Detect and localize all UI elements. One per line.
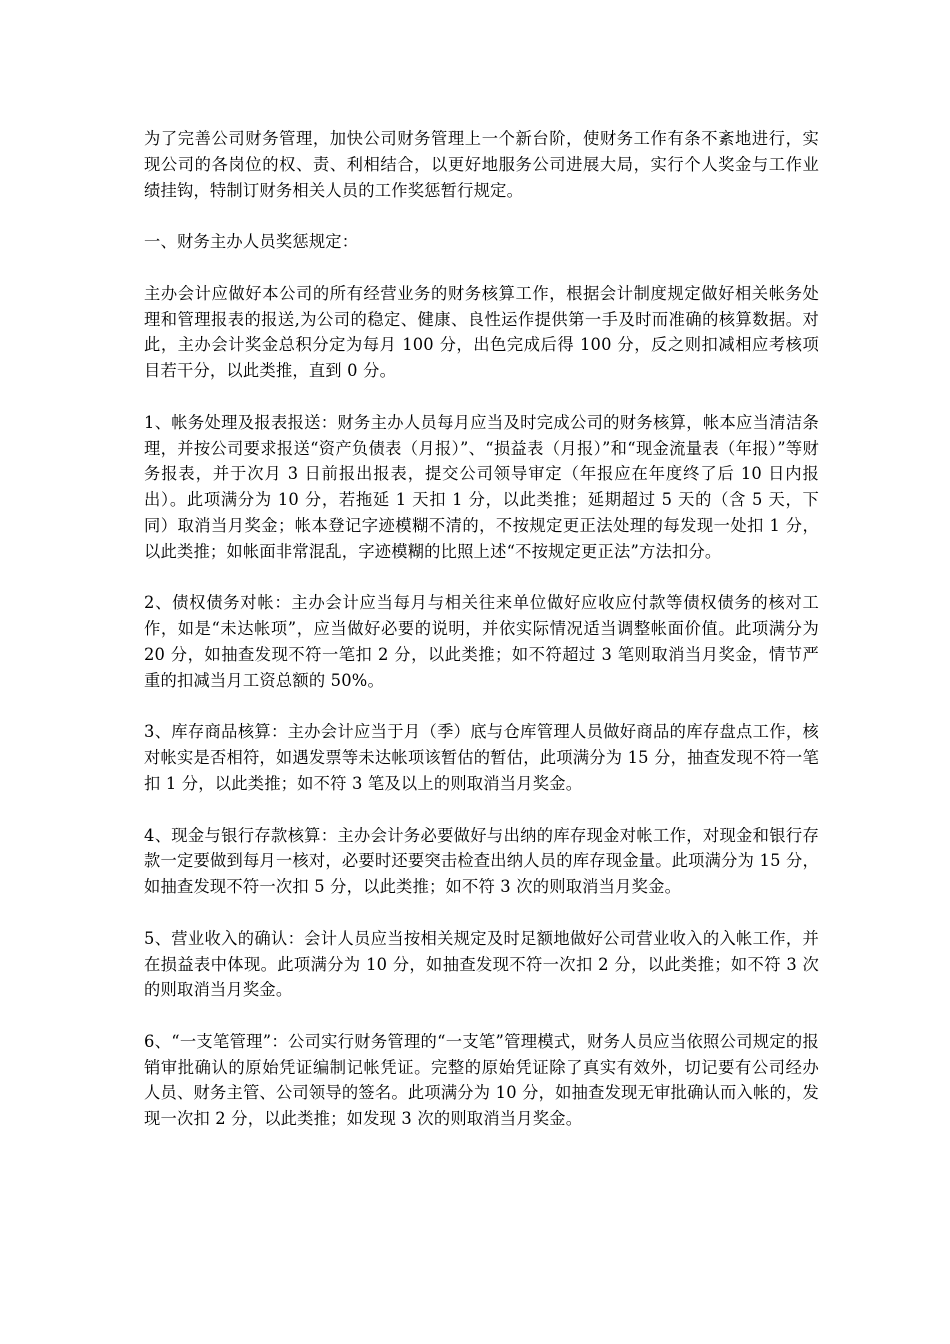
- intro-paragraph: 为了完善公司财务管理，加快公司财务管理上一个新台阶，使财务工作有条不紊地进行，实现公司的各岗位的权、责、利相结合，以更好地服务公司进展大局，实行个人奖金与工作业绩挂钩，特制订财务相关人员的工作奖惩暂行规定。: [144, 129, 819, 200]
- rule-item-1: 1、帐务处理及报表报送：财务主办人员每月应当及时完成公司的财务核算，帐本应当清洁条理，并按公司要求报送“资产负债表（月报）”、“损益表（月报）”和“现金流量表（年报）”等财务报表，并于次月 3 日前报出报表，提交公司领导审定（年报应在年度终了后 10 日内报出）。此项满分为 10 分，若拖延 1 天扣 1 分，以此类推；延期超过 5 天的（含 5 天，下同）取消当月奖金；帐本登记字迹模糊不清的，不按规定更正法处理的每发现一处扣 1 分，以此类推；如帐面非常混乱，字迹模糊的比照上述“不按规定更正法”方法扣分。: [144, 412, 819, 561]
- document-body: [144, 126, 819, 1158]
- rule-item-6: 6、“一支笔管理”：公司实行财务管理的“一支笔”管理模式，财务人员应当依照公司规定的报销审批确认的原始凭证编制记帐凭证。完整的原始凭证除了真实有效外，切记要有公司经办人员、财务主管、公司领导的签名。此项满分为 10 分，如抽查发现无审批确认而入帐的，发现一次扣 2 分，以此类推；如发现 3 次的则取消当月奖金。: [144, 1031, 819, 1129]
- rule-item-3: 3、库存商品核算：主办会计应当于月（季）底与仓库管理人员做好商品的库存盘点工作，核对帐实是否相符，如遇发票等未达帐项该暂估的暂估，此项满分为 15 分，抽查发现不符一笔扣 1 分，以此类推；如不符 3 笔及以上的则取消当月奖金。: [144, 722, 819, 793]
- rule-item-4: 4、现金与银行存款核算：主办会计务必要做好与出纳的库存现金对帐工作，对现金和银行存款一定要做到每月一核对，必要时还要突击检查出纳人员的库存现金量。此项满分为 15 分，如抽查发现不符一次扣 5 分，以此类推；如不符 3 次的则取消当月奖金。: [144, 825, 819, 897]
- section-heading: 一、财务主办人员奖惩规定：: [144, 232, 359, 252]
- rule-item-2: 2、债权债务对帐：主办会计应当每月与相关往来单位做好应收应付款等债权债务的核对工作，如是“未达帐项”，应当做好必要的说明，并依实际情况适当调整帐面价值。此项满分为 20 分，如抽查发现不符一笔扣 2 分，以此类推；如不符超过 3 笔则取消当月奖金，情节严重的扣减当月工资总额的 50%。: [144, 593, 819, 690]
- section-intro-paragraph: 主办会计应做好本公司的所有经营业务的财务核算工作，根据会计制度规定做好相关帐务处理和管理报表的报送,为公司的稳定、健康、良性运作提供第一手及时而准确的核算数据。对此，主办会计奖金总积分定为每月 100 分，出色完成后得 100 分，反之则扣减相应考核项目若干分，以此类推，直到 0 分。: [144, 283, 819, 381]
- rule-item-5: 5、营业收入的确认：会计人员应当按相关规定及时足额地做好公司营业收入的入帐工作，并在损益表中体现。此项满分为 10 分，如抽查发现不符一次扣 2 分，以此类推；如不符 3 次的则取消当月奖金。: [144, 928, 819, 1000]
